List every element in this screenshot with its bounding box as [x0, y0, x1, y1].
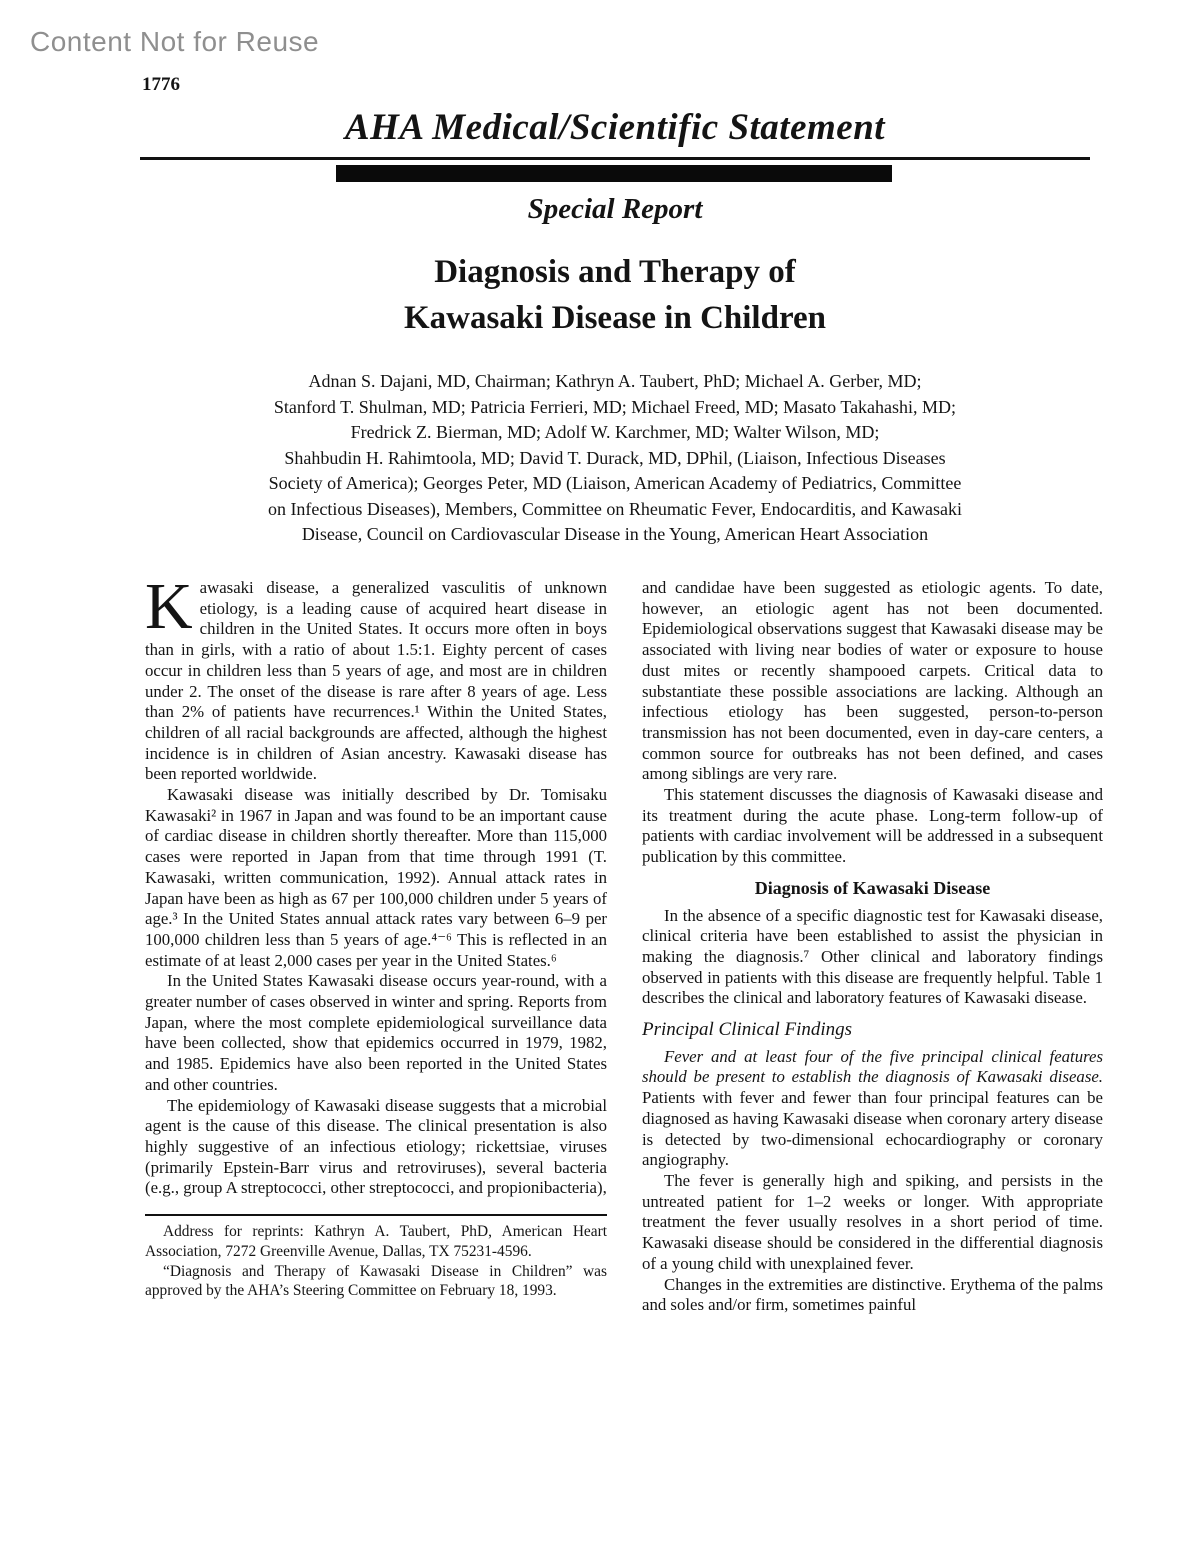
paragraph-principal-features: [642, 1047, 1103, 1171]
header-black-bar: [336, 165, 892, 182]
paragraph-intro-text: awasaki disease, a generalized vasculitis of unknown etiology, is a leading cause of acquired heart disease in children in the United States. It occurs more often in boys than in girls, with a ratio of about 1.5:1. Eighty percent of cases occur in children less than 5 years of age, and most are in children under 2. The onset of the disease is rare after 8 years of age. Less than 2% of patients have recurrences.¹ Within the United States, children of all racial backgrounds are affected, although the highest incidence is in children of Asian ancestry. Kawasaki disease has been reported worldwide.: [145, 578, 607, 784]
author-line: Stanford T. Shulman, MD; Patricia Ferrieri, MD; Michael Freed, MD; Masato Takahashi, MD;: [273, 396, 957, 417]
reprints-footnote: [145, 1214, 607, 1301]
authors-block: [140, 369, 1090, 548]
author-line: Society of America); Georges Peter, MD (Liaison, American Academy of Pediatrics, Committee: [268, 473, 962, 493]
paragraph-seasonality: In the United States Kawasaki disease occurs year-round, with a greater number of cases observed in winter and spring. Reports from Japan, where the most complete epidemiological surveillance data have been collected, show that epidemics occurred in 1979, 1982, and 1985. Epidemics have also been reported in the United States and other countries.: [145, 971, 607, 1094]
paragraph-fever: The fever is generally high and spiking, and persists in the untreated patient for 1–2 weeks or longer. With appropriate treatment the fever usually resolves in a short period of time. Kawasaki disease should be considered in the differential diagnosis of a young child with unexplained fever.: [642, 1170, 1103, 1273]
right-column: [642, 578, 1103, 1316]
article-title: [140, 249, 1090, 341]
heading-diagnosis: Diagnosis of Kawasaki Disease: [754, 877, 991, 898]
principal-features-rest: Patients with fever and fewer than four principal features can be diagnosed as having Kawasaki disease when coronary artery disease is detected by two-dimensional echocardiography or coronary angiography.: [642, 1088, 1103, 1170]
watermark: Content Not for Reuse: [30, 26, 320, 57]
author-line: on Infectious Diseases), Members, Committee on Rheumatic Fever, Endocarditis, and Kawasaki: [267, 498, 963, 519]
paragraph-etiology: The epidemiology of Kawasaki disease suggests that a microbial agent is the cause of this disease. The clinical presentation is also highly suggestive of an infectious etiology; rickettsiae, viruses (primarily Epstein-Barr virus and retroviruses), several bacteria (e.g., group A streptococci, other streptococci, and propionibacteria),: [145, 1095, 607, 1198]
paragraph-extremities: Changes in the extremities are distinctive. Erythema of the palms and soles and/or firm, sometimes painful: [642, 1274, 1103, 1315]
author-line: Adnan S. Dajani, MD, Chairman; Kathryn A. Taubert, PhD; Michael A. Gerber, MD;: [308, 371, 922, 391]
author-line: Shahbudin H. Rahimtoola, MD; David T. Durack, MD, DPhil, (Liaison, Infectious Diseases: [284, 447, 946, 468]
paragraph-history: Kawasaki disease was initially described by Dr. Tomisaku Kawasaki² in 1967 in Japan and was found to be an important cause of cardiac disease in children shortly thereafter. More than 115,000 cases were reported in Japan from that time through 1991 (T. Kawasaki, written communication, 1992). Annual attack rates in Japan have been as high as 67 per 100,000 children under 5 years of age.³ In the United States annual attack rates vary between 6–9 per 100,000 children less than 5 years of age.⁴⁻⁶ This is reflected in an estimate of at least 2,000 cases per year in the United States.⁶: [145, 785, 607, 970]
dropcap-letter: K: [145, 570, 193, 643]
heading-principal-clinical-findings: Principal Clinical Findings: [642, 1019, 853, 1041]
section-label: Special Report: [527, 193, 703, 225]
footnote-address: Address for reprints: Kathryn A. Taubert, PhD, American Heart Association, 7272 Greenville Avenue, Dallas, TX 75231-4596.: [145, 1223, 607, 1260]
left-column: [145, 570, 607, 1301]
author-line: Disease, Council on Cardiovascular Disease in the Young, American Heart Association: [301, 524, 929, 544]
paragraph-diagnostic-criteria: In the absence of a specific diagnostic test for Kawasaki disease, clinical criteria have been established to assist the physician in making the diagnosis.⁷ Other clinical and laboratory findings observed in patients with this disease are frequently helpful. Table 1 describes the clinical and laboratory features of Kawasaki disease.: [642, 905, 1103, 1008]
article-title-line1: Diagnosis and Therapy of: [434, 254, 796, 290]
page-number: 1776: [142, 74, 180, 95]
author-line: Fredrick Z. Bierman, MD; Adolf W. Karchmer, MD; Walter Wilson, MD;: [350, 422, 880, 442]
header-rule: [140, 157, 1090, 160]
paragraph-statement-scope: This statement discusses the diagnosis of Kawasaki disease and its treatment during the acute phase. Long-term follow-up of patients with cardiac involvement will be addressed in a subsequent publication by this committee.: [642, 785, 1103, 867]
paragraph-etiologic-agents: and candidae have been suggested as etiologic agents. To date, however, an etiologic agent has not been documented. Epidemiological observations suggest that Kawasaki disease may be associated with living near bodies of water or exposure to house dust mites or recently shampooed carpets. Critical data to substantiate these possible associations are lacking. Although an infectious etiology has been suggested, person-to-person transmission has not been documented, even in day-care centers, a common source for outbreaks has not been defined, and cases among siblings are very rare.: [642, 578, 1103, 784]
paragraph-intro: [145, 570, 607, 785]
banner-title: AHA Medical/Scientific Statement: [344, 107, 886, 148]
footnote-approval: “Diagnosis and Therapy of Kawasaki Disease in Children” was approved by the AHA’s Steering Committee on February 18, 1993.: [145, 1262, 607, 1300]
principal-features-italic: Fever and at least four of the five principal clinical features should be present to establish the diagnosis of Kawasaki disease.: [642, 1046, 1103, 1087]
article-title-line2: Kawasaki Disease in Children: [403, 300, 827, 336]
